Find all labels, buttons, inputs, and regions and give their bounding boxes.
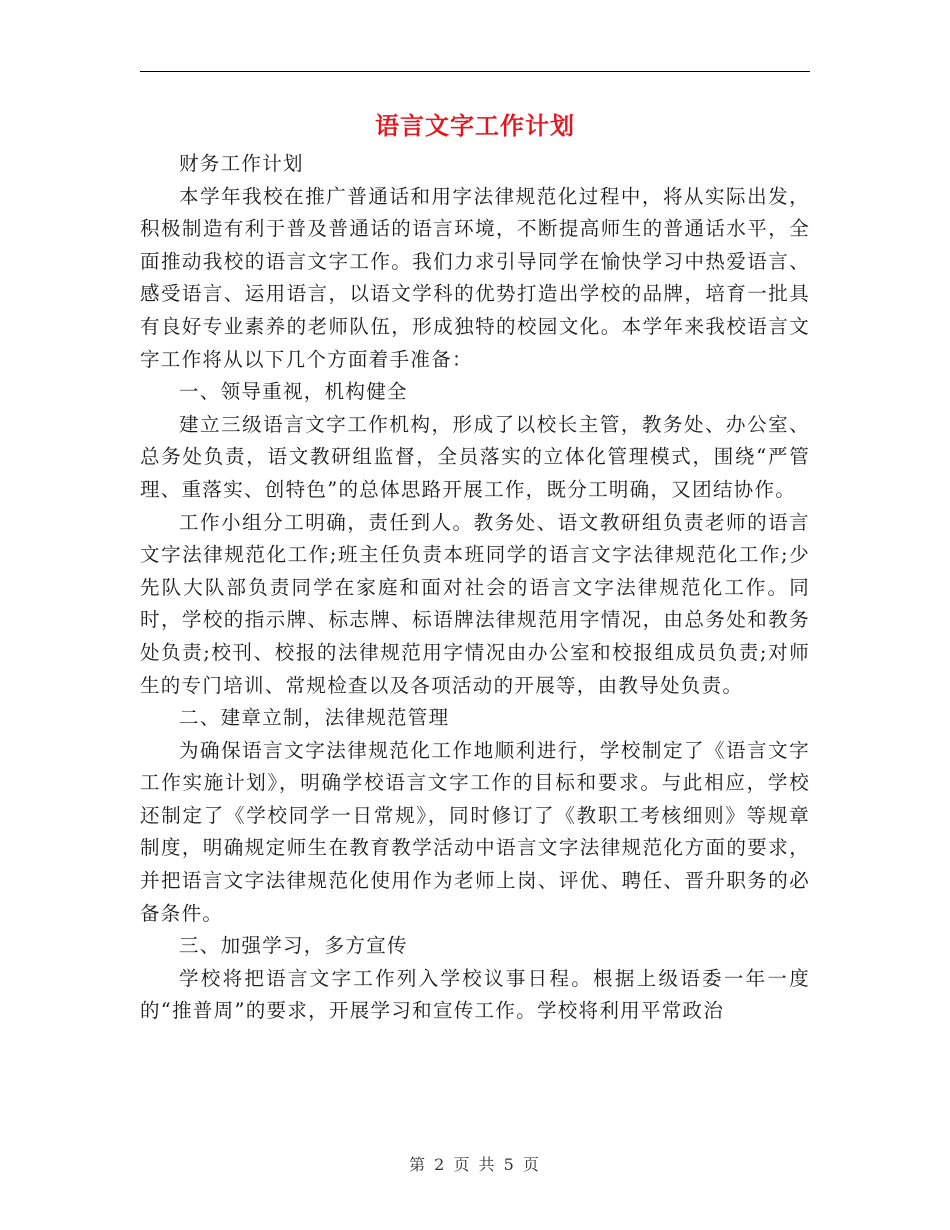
- paragraph-subtitle: 财务工作计划: [179, 152, 304, 175]
- paragraph-section-1a: 建立三级语言文字工作机构，形成了以校长主管，教务处、办公室、总务处负责，语文教研组监督，全员落实的立体化管理模式，围绕“严管理、重落实、创特色”的总体思路开展工作，既分工明确，又团结协作。: [140, 412, 810, 501]
- section-heading-3: 三、加强学习，多方宣传: [179, 934, 408, 958]
- paragraph-intro: 本学年我校在推广普通话和用字法律规范化过程中，将从实际出发，积极制造有利于普及普通话的语言环境，不断提高师生的普通话水平，全面推动我校的语言文字工作。我们力求引导同学在愉快学习中热爱语言、感受语言、运用语言，以语文学科的优势打造出学校的品牌，培育一批具有良好专业素养的老师队伍，形成独特的校园文化。本学年来我校语言文字工作将从以下几个方面着手准备：: [140, 184, 810, 371]
- paragraph-section-2: 为确保语言文字法律规范化工作地顺利进行，学校制定了《语言文字工作实施计划》，明确学校语言文字工作的目标和要求。与此相应，学校还制定了《学校同学一日常规》，同时修订了《教职工考核细则》等规章制度，明确规定师生在教育教学活动中语言文字法律规范化方面的要求，并把语言文字法律规范化使用作为老师上岗、评优、聘任、晋升职务的必备条件。: [140, 738, 810, 925]
- header-rule: [140, 71, 810, 72]
- document-title: 语言文字工作计划: [375, 111, 575, 140]
- section-heading-1: 一、领导重视，机构健全: [179, 380, 408, 404]
- paragraph-section-3: 学校将把语言文字工作列入学校议事日程。根据上级语委一年一度的“推普周”的要求，开展学习和宣传工作。学校将利用平常政治: [140, 966, 810, 1023]
- section-heading-2: 二、建章立制，法律规范管理: [179, 706, 450, 730]
- paragraph-section-1b: 工作小组分工明确，责任到人。教务处、语文教研组负责老师的语言文字法律规范化工作;班主任负责本班同学的语言文字法律规范化工作;少先队大队部负责同学在家庭和面对社会的语言文字法律规范化工作。同时，学校的指示牌、标志牌、标语牌法律规范用字情况，由总务处和教务处负责;校刊、校报的法律规范用字情况由办公室和校报组成员负责;对师生的专门培训、常规检查以及各项活动的开展等，由教导处负责。: [140, 510, 810, 697]
- document-body: [140, 148, 810, 1028]
- page-number-footer: 第 2 页 共 5 页: [409, 1155, 541, 1174]
